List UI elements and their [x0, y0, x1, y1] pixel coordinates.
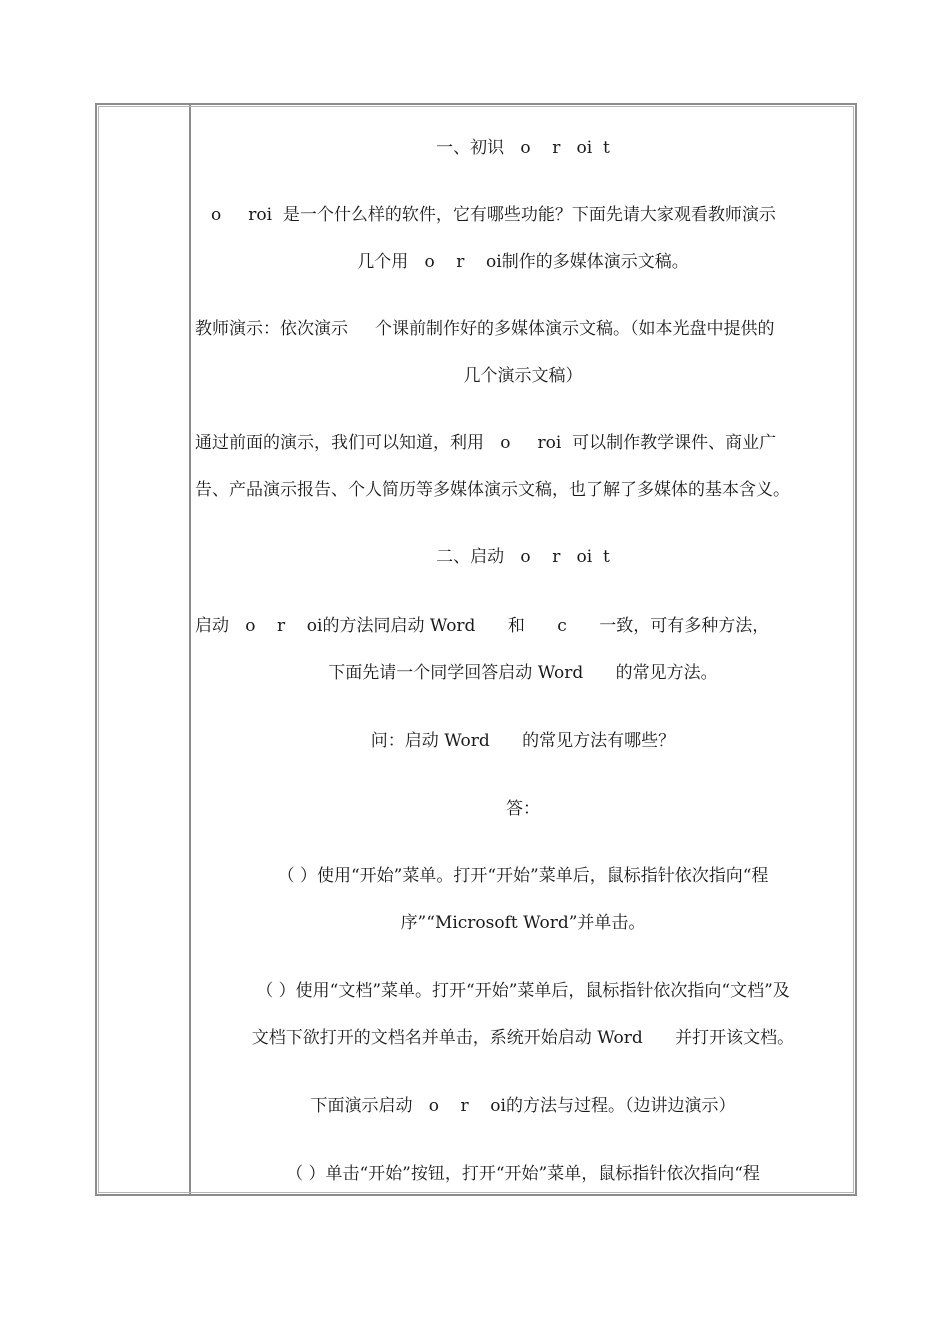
step-line: （ ）单击“开始”按钮，打开“开始”菜单，鼠标指针依次指向“程 — [286, 1164, 760, 1184]
paragraph-line: 通过前面的演示，我们可以知道，利用 o roi 可以制作教学课件、商业广 — [195, 433, 777, 453]
question-line: 问：启动 Word 的常见方法有哪些？ — [370, 731, 676, 751]
paragraph-line: 几个演示文稿） — [463, 366, 583, 386]
paragraph-line: 几个用 o r oi制作的多媒体演示文稿。 — [357, 252, 689, 272]
paragraph-line: 下面先请一个同学回答启动 Word 的常见方法。 — [328, 663, 718, 683]
lesson-table — [95, 103, 857, 1196]
answer-item-line: 序”“Microsoft Word”并单击。 — [400, 913, 646, 933]
section-heading-1: 一、初识 o r oi t — [436, 138, 610, 158]
answer-label: 答： — [506, 799, 540, 819]
answer-item-line: （ ）使用“开始”菜单。打开“开始”菜单后，鼠标指针依次指向“程 — [277, 866, 769, 886]
paragraph-line: 启动 o r oi的方法同启动 Word 和 c 一致，可有多种方法， — [195, 616, 770, 636]
content-cell — [193, 105, 853, 1194]
column-divider — [189, 105, 191, 1194]
paragraph-line: o roi 是一个什么样的软件，它有哪些功能？下面先请大家观看教师演示 — [211, 205, 776, 225]
left-column-cell — [97, 105, 189, 1194]
answer-item-line: 文档下欲打开的文档名并单击，系统开始启动 Word 并打开该文档。 — [251, 1028, 795, 1048]
paragraph-line: 告、产品演示报告、个人简历等多媒体演示文稿，也了解了多媒体的基本含义。 — [195, 480, 790, 500]
paragraph-line: 教师演示：依次演示 个课前制作好的多媒体演示文稿。（如本光盘中提供的 — [195, 319, 775, 339]
section-heading-2: 二、启动 o r oi t — [436, 547, 610, 567]
answer-item-line: （ ）使用“文档”菜单。打开“开始”菜单后，鼠标指针依次指向“文档”及 — [256, 981, 790, 1001]
demo-line: 下面演示启动 o r oi的方法与过程。（边讲边演示） — [310, 1096, 736, 1116]
